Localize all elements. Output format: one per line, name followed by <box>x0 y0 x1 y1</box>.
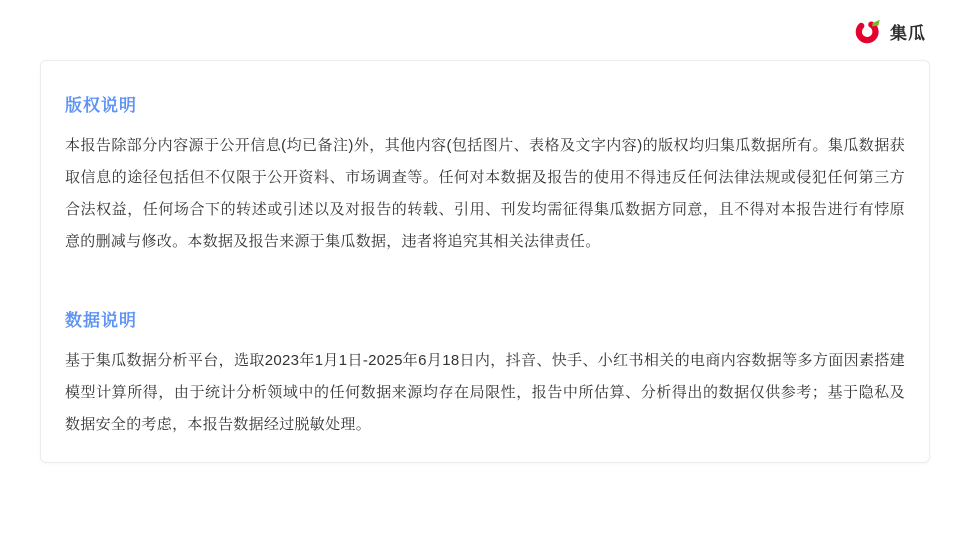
copyright-section-title: 版权说明 <box>65 96 137 115</box>
disclaimer-card <box>40 60 930 463</box>
brand-name: 集瓜 <box>890 23 926 43</box>
data-section-title: 数据说明 <box>65 311 137 330</box>
data-section <box>65 306 905 441</box>
brand-logo <box>853 16 926 46</box>
jigua-melon-icon <box>853 16 883 46</box>
copyright-section-body: 本报告除部分内容源于公开信息(均已备注)外，其他内容(包括图片、表格及文字内容)的版权均归集瓜数据所有。集瓜数据获取信息的途径包括但不仅限于公开资料、市场调查等。任何对本数据及报告的使用不得违反任何法律法规或侵犯任何第三方合法权益，任何场合下的转述或引述以及对报告的转载、引用、刊发均需征得集瓜数据方同意，且不得对本报告进行有悖原意的删减与修改。本数据及报告来源于集瓜数据，违者将追究其相关法律责任。 <box>65 137 905 250</box>
copyright-section <box>65 91 905 258</box>
data-section-body: 基于集瓜数据分析平台，选取2023年1月1日-2025年6月18日内，抖音、快手、小红书相关的电商内容数据等多方面因素搭建模型计算所得，由于统计分析领域中的任何数据来源均存在局限性，报告中所估算、分析得出的数据仅供参考；基于隐私及数据安全的考虑，本报告数据经过脱敏处理。 <box>65 352 905 433</box>
